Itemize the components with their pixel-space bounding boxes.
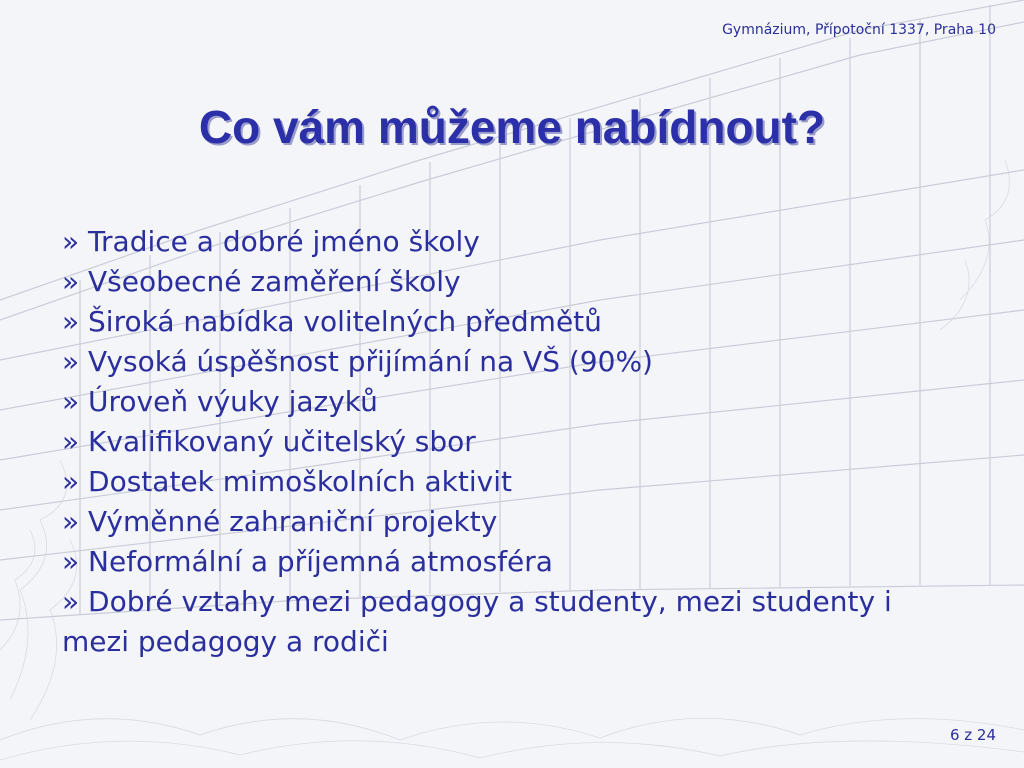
bullet-item: » Tradice a dobré jméno školy bbox=[62, 225, 480, 258]
bullet-item: » Vysoká úspěšnost přijímání na VŠ (90%) bbox=[62, 345, 653, 378]
bullet-item: » Dobré vztahy mezi pedagogy a studenty, mezi studenty i mezi pedagogy a rodiči bbox=[62, 585, 892, 658]
offer-bullet-list bbox=[62, 222, 962, 662]
bullet-item: » Neformální a příjemná atmosféra bbox=[62, 545, 553, 578]
bullet-item: » Úroveň výuky jazyků bbox=[62, 385, 378, 418]
page-number: 6 z 24 bbox=[949, 726, 996, 744]
slide-title: Co vám můžeme nabídnout? bbox=[198, 101, 826, 153]
bullet-item: » Kvalifikovaný učitelský sbor bbox=[62, 425, 476, 458]
school-header-note: Gymnázium, Přípotoční 1337, Praha 10 bbox=[722, 22, 996, 38]
bullet-item: » Dostatek mimoškolních aktivit bbox=[62, 465, 512, 498]
bullet-item: » Široká nabídka volitelných předmětů bbox=[62, 305, 602, 338]
bullet-item: » Výměnné zahraniční projekty bbox=[62, 505, 498, 538]
bullet-item: » Všeobecné zaměření školy bbox=[62, 265, 461, 298]
